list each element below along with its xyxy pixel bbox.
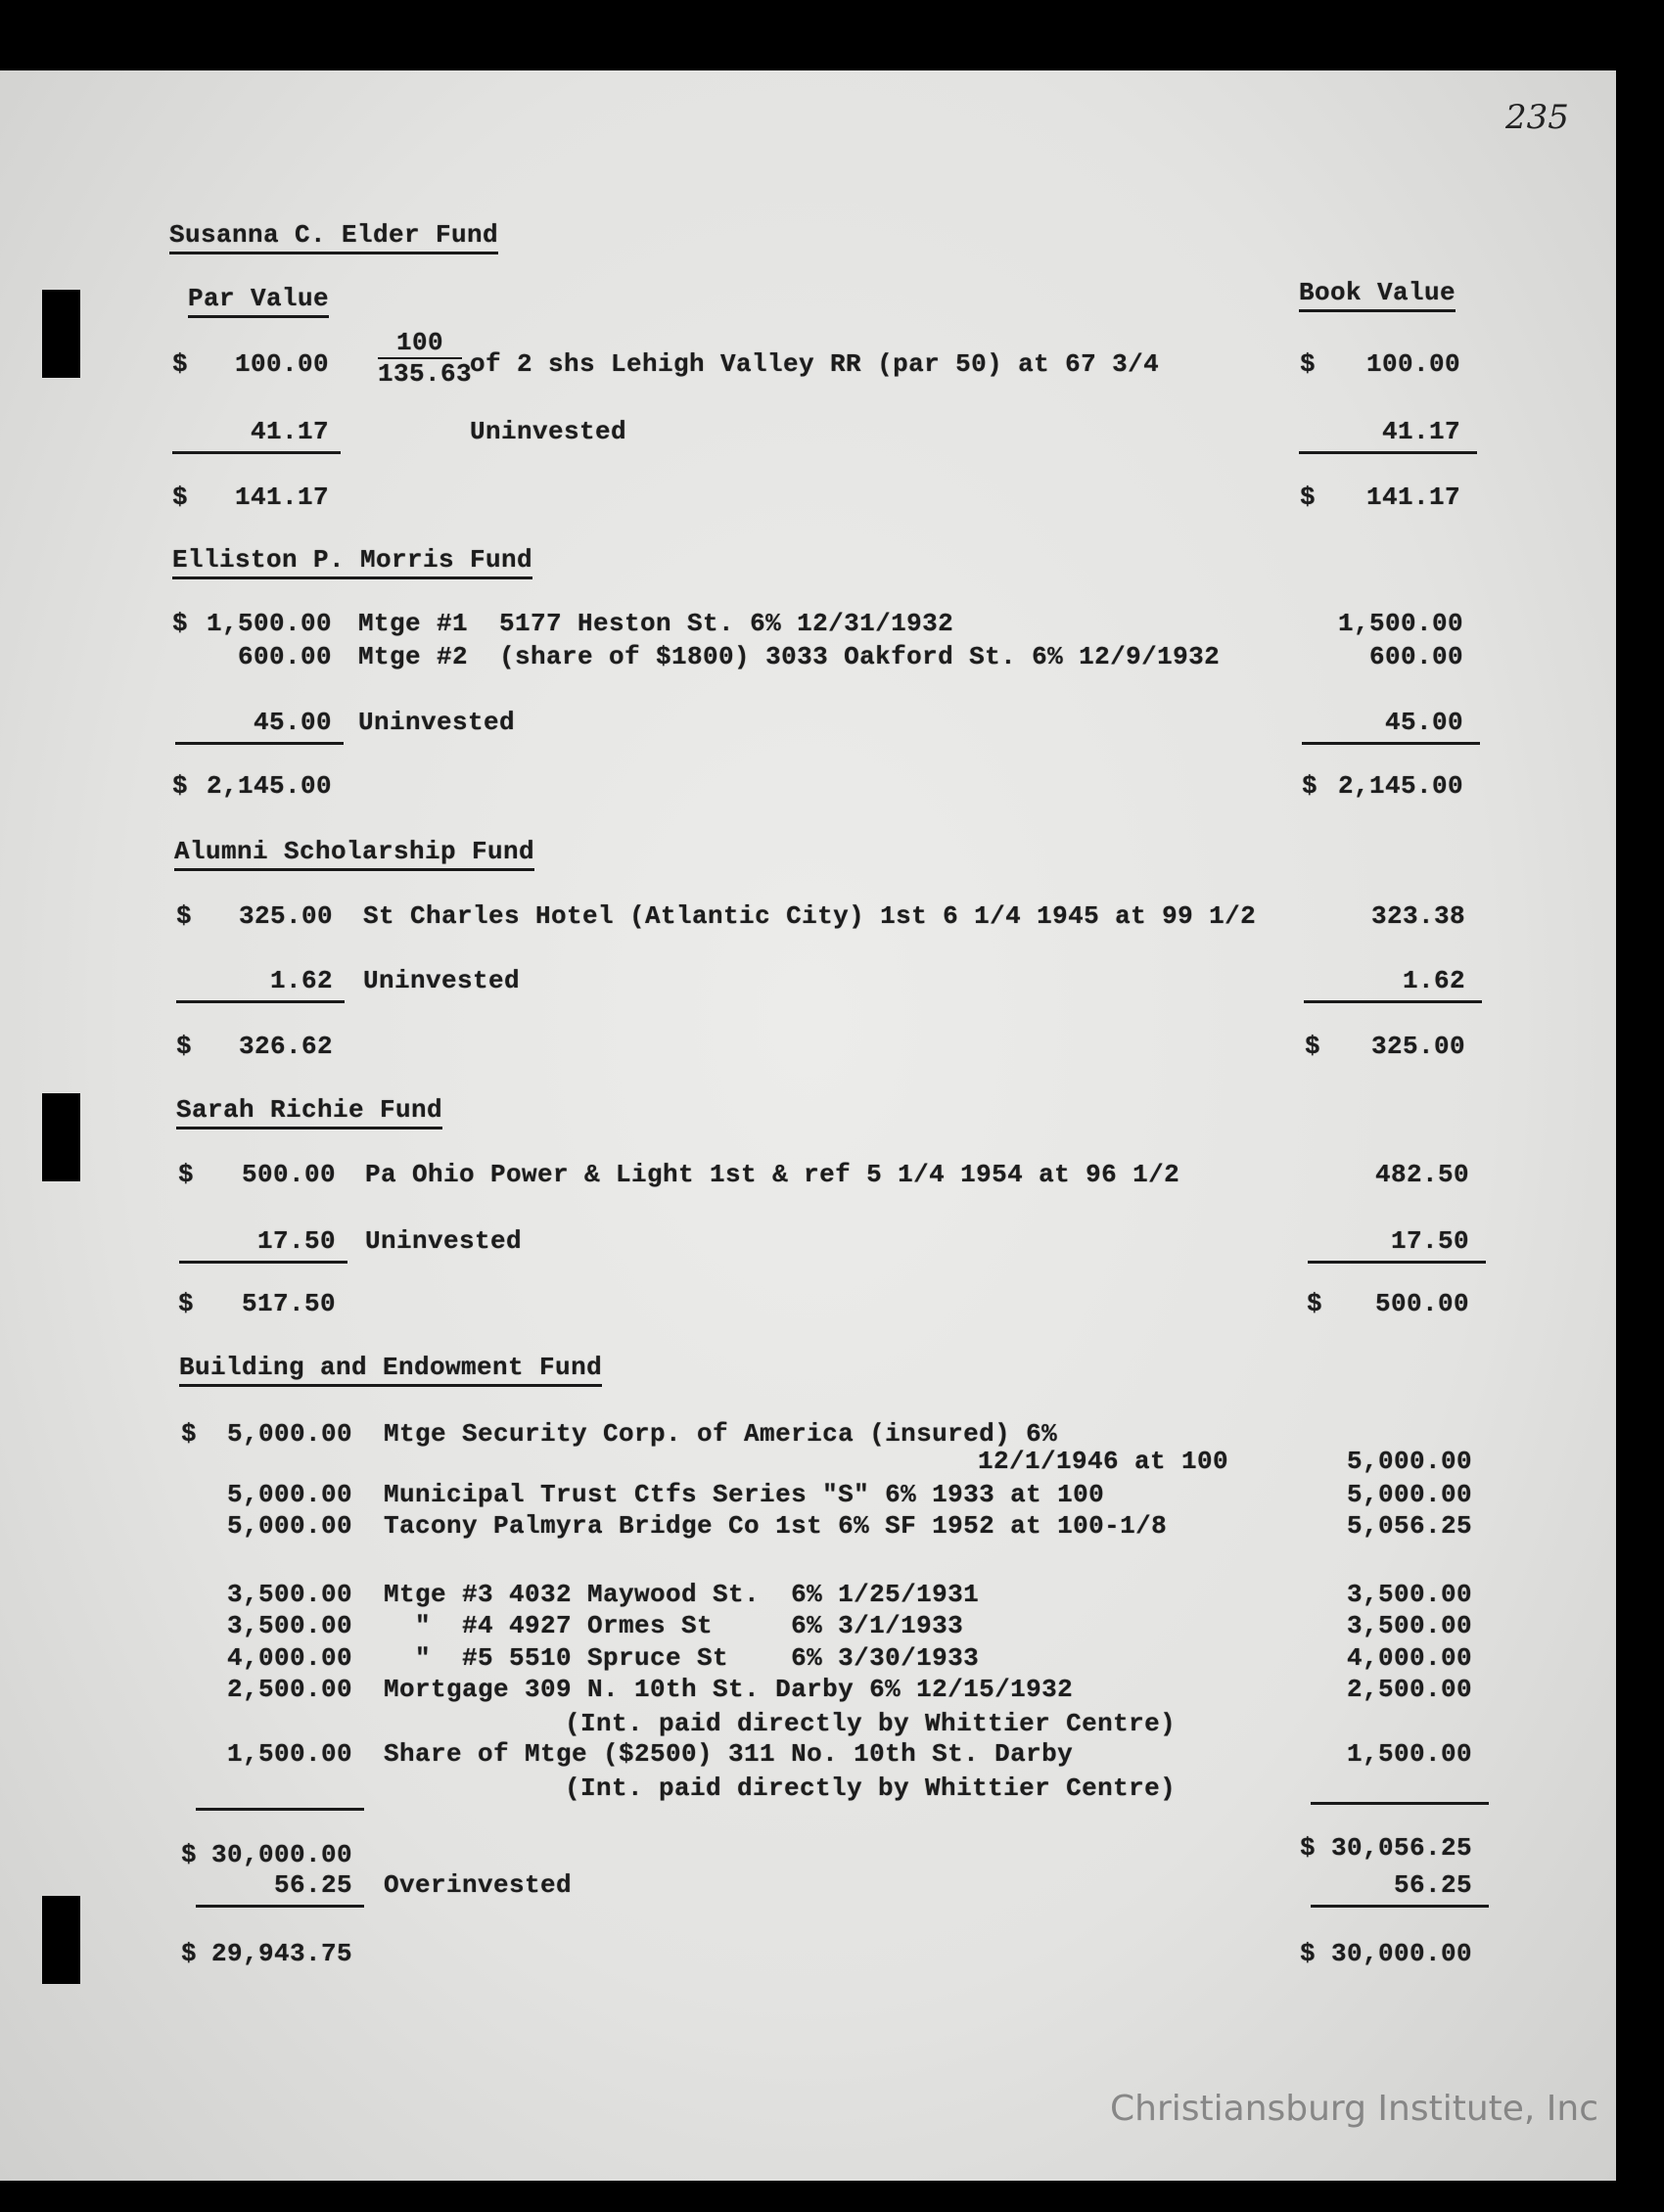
par-value: 100.00: [234, 349, 329, 379]
par-underline: [196, 1905, 364, 1908]
book-value: 5,000.00: [1346, 1480, 1472, 1509]
book-value: 2,500.00: [1346, 1675, 1472, 1704]
description: Share of Mtge ($2500) 311 No. 10th St. Darby: [384, 1739, 1074, 1769]
description: Mtge #3 4032 Maywood St. 6% 1/25/1931: [384, 1580, 980, 1609]
par-value: 3,500.00: [226, 1611, 352, 1640]
par-underline: [179, 1261, 347, 1264]
par-value: 1,500.00: [206, 609, 332, 638]
redaction-mark: [42, 290, 80, 378]
description: Uninvested: [358, 708, 516, 737]
description: Overinvested: [384, 1870, 573, 1900]
par-value: 56.25: [273, 1870, 352, 1900]
book-underline: [1311, 1905, 1489, 1908]
watermark: Christiansburg Institute, Inc: [1110, 2089, 1599, 2129]
book-value: 41.17: [1381, 417, 1460, 446]
par-value: 17.50: [256, 1226, 336, 1256]
fund-title: Alumni Scholarship Fund: [174, 837, 534, 871]
description: Mortgage 309 N. 10th St. Darby 6% 12/15/1932: [384, 1675, 1074, 1704]
description: Mtge #1 5177 Heston St. 6% 12/31/1932: [358, 609, 954, 638]
book-dollar-sign: $: [1300, 349, 1317, 379]
description: Uninvested: [363, 966, 521, 995]
par-value: 141.17: [234, 483, 329, 512]
par-value: 5,000.00: [226, 1419, 352, 1449]
fund-title: Susanna C. Elder Fund: [169, 220, 498, 254]
par-value: 5,000.00: [226, 1511, 352, 1541]
par-value: 326.62: [238, 1032, 333, 1061]
book-dollar-sign: $: [1305, 1032, 1321, 1061]
book-dollar-sign: $: [1300, 483, 1317, 512]
book-value: 17.50: [1390, 1226, 1469, 1256]
book-value: 3,500.00: [1346, 1611, 1472, 1640]
par-value: 4,000.00: [226, 1643, 352, 1673]
book-value-header: Book Value: [1299, 278, 1456, 312]
book-value: 141.17: [1365, 483, 1460, 512]
book-value: 1.62: [1402, 966, 1465, 995]
description: Tacony Palmyra Bridge Co 1st 6% SF 1952 at 100-1/8: [384, 1511, 1168, 1541]
par-underline: [196, 1808, 364, 1811]
par-value: 41.17: [250, 417, 329, 446]
book-value: 30,000.00: [1330, 1939, 1472, 1968]
par-value: 1.62: [269, 966, 333, 995]
book-value: 100.00: [1365, 349, 1460, 379]
book-value: 500.00: [1374, 1289, 1469, 1318]
par-value: 1,500.00: [226, 1739, 352, 1769]
par-value: 500.00: [241, 1160, 336, 1189]
fund-title: Building and Endowment Fund: [179, 1353, 602, 1387]
par-dollar-sign: $: [176, 1032, 193, 1061]
par-dollar-sign: $: [172, 609, 189, 638]
description: " #4 4927 Ormes St 6% 3/1/1933: [384, 1611, 964, 1640]
par-dollar-sign: $: [172, 483, 189, 512]
fund-title: Elliston P. Morris Fund: [172, 545, 532, 579]
description: St Charles Hotel (Atlantic City) 1st 6 1/4 1945 at 99 1/2: [363, 901, 1257, 931]
book-value: 45.00: [1384, 708, 1463, 737]
book-value: 600.00: [1368, 642, 1463, 671]
fraction-numerator: 100: [378, 328, 462, 359]
par-value: 30,000.00: [210, 1840, 352, 1869]
fraction-denominator: 135.63: [378, 359, 473, 389]
par-value: 2,500.00: [226, 1675, 352, 1704]
book-value: 323.38: [1370, 901, 1465, 931]
par-value: 45.00: [253, 708, 332, 737]
fund-title: Sarah Richie Fund: [176, 1095, 442, 1129]
description: (Int. paid directly by Whittier Centre): [565, 1709, 1177, 1738]
book-dollar-sign: $: [1300, 1833, 1317, 1863]
description: of 2 shs Lehigh Valley RR (par 50) at 67 3/4: [470, 349, 1160, 379]
description: Municipal Trust Ctfs Series "S" 6% 1933 at 100: [384, 1480, 1105, 1509]
redaction-mark: [42, 1896, 80, 1984]
book-value: 4,000.00: [1346, 1643, 1472, 1673]
par-dollar-sign: $: [181, 1840, 198, 1869]
description: (Int. paid directly by Whittier Centre): [565, 1774, 1177, 1803]
book-underline: [1311, 1802, 1489, 1805]
par-value: 5,000.00: [226, 1480, 352, 1509]
book-underline: [1304, 1000, 1482, 1003]
par-value: 2,145.00: [206, 771, 332, 801]
par-value: 517.50: [241, 1289, 336, 1318]
book-dollar-sign: $: [1307, 1289, 1323, 1318]
fraction: [378, 328, 473, 389]
par-dollar-sign: $: [176, 901, 193, 931]
par-value: 325.00: [238, 901, 333, 931]
description: Mtge Security Corp. of America (insured) 6%: [384, 1419, 1058, 1449]
par-dollar-sign: $: [178, 1289, 195, 1318]
book-underline: [1302, 742, 1480, 745]
par-dollar-sign: $: [178, 1160, 195, 1189]
par-value: 29,943.75: [210, 1939, 352, 1968]
book-value: 1,500.00: [1346, 1739, 1472, 1769]
par-dollar-sign: $: [181, 1419, 198, 1449]
redaction-mark: [42, 1093, 80, 1181]
book-value: 3,500.00: [1346, 1580, 1472, 1609]
par-value: 600.00: [237, 642, 332, 671]
book-underline: [1299, 451, 1477, 454]
book-value: 30,056.25: [1330, 1833, 1472, 1863]
book-value: 5,000.00: [1346, 1447, 1472, 1476]
description: Pa Ohio Power & Light 1st & ref 5 1/4 1954 at 96 1/2: [365, 1160, 1180, 1189]
par-value: 3,500.00: [226, 1580, 352, 1609]
description: Uninvested: [365, 1226, 523, 1256]
book-value: 325.00: [1370, 1032, 1465, 1061]
par-dollar-sign: $: [181, 1939, 198, 1968]
par-value-header: Par Value: [188, 284, 329, 318]
page-number: 235: [1505, 98, 1569, 137]
par-dollar-sign: $: [172, 771, 189, 801]
par-underline: [172, 451, 341, 454]
description: " #5 5510 Spruce St 6% 3/30/1933: [384, 1643, 980, 1673]
book-value: 2,145.00: [1337, 771, 1463, 801]
book-value: 5,056.25: [1346, 1511, 1472, 1541]
description: Uninvested: [470, 417, 627, 446]
book-value: 482.50: [1374, 1160, 1469, 1189]
book-value: 56.25: [1393, 1870, 1472, 1900]
description: Mtge #2 (share of $1800) 3033 Oakford St. 6% 12/9/1932: [358, 642, 1221, 671]
book-dollar-sign: $: [1302, 771, 1318, 801]
description: 12/1/1946 at 100: [978, 1447, 1229, 1476]
par-underline: [175, 742, 344, 745]
book-dollar-sign: $: [1300, 1939, 1317, 1968]
par-underline: [176, 1000, 345, 1003]
book-underline: [1308, 1261, 1486, 1264]
par-dollar-sign: $: [172, 349, 189, 379]
book-value: 1,500.00: [1337, 609, 1463, 638]
